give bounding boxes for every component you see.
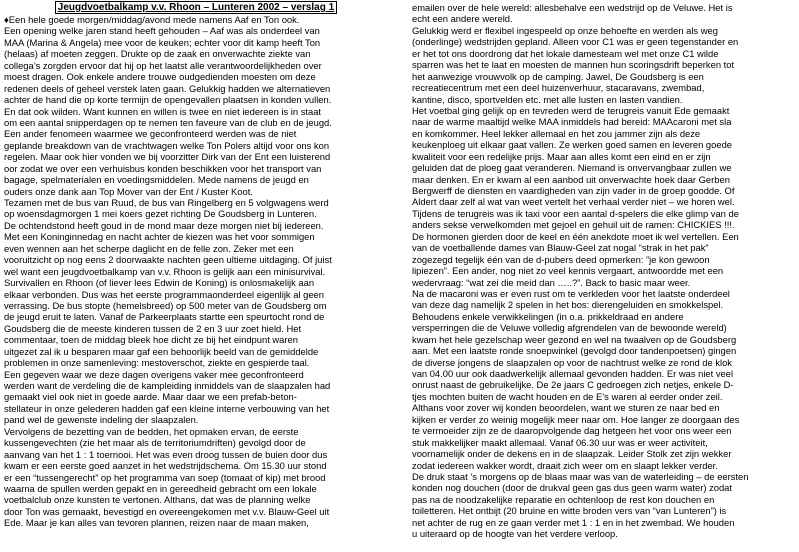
text-line: (helaas) af moeten zeggen. Drukte op de zaak en onverwachte ziekte van [4,48,311,60]
text-line: kwam er een eerste goed aanzet in het wedstrijdschema. Om 15.30 uur stond [4,460,327,472]
text-line: voornamelijk onder de dekens en in de slaapzak. Leider Stolk zet zijn wekker [412,448,732,460]
text-line: Survivallen en Rhoon (of liever lees Edwin de Koning) is onlosmakelijk aan [4,277,315,289]
text-line: waarna de spullen werden gepakt en in gereedheid gebracht om een lokale [4,482,317,494]
text-line: tjes mochten buiten de wacht houden en de E’s waren al eerder onder zeil. [412,390,723,402]
text-line: door Ton was gemaakt, bevestigd en overeengekomen met v.v. Blauw-Geel uit [4,505,330,517]
text-line: voetbalclub onze kunsten te vertonen. Althans, dat was de planning welke [4,494,311,506]
text-line: pand wel de gewenste indeling der slaapzalen. [4,414,199,426]
text-line: Vervolgens de bezetting van de bedden, het opmaken ervan, de eerste [4,425,299,437]
text-line: De druk staat ’s morgens op de blaas maar was van de waterleiding – de eersten [412,470,749,482]
text-line: anders sekse verwelkomden met gejoel en gehuil uit de ramen: CHICKIES !!!. [412,219,735,231]
text-line: even wennen aan het scherpe daglicht en de felle zon. Zeker met een [4,242,294,254]
text-line: sparren was het te laat en moesten de mannen hun scoringsdrift beperken tot [412,59,735,71]
text-line: stellateur in onze gelederen hadden gaf een kleine interne verbouwing van het [4,402,330,414]
text-line: kantine, disco, sportvelden etc. met alle lusten en lasten vandien. [412,93,683,105]
text-line: Behoudens enkele verwikkelingen (in o.a. prikkeldraad en andere [412,310,684,322]
text-line: Goudsberg die de meeste kinderen tussen de 2 en 3 uur zoet hield. Het [4,322,302,334]
text-line: van deze dag namelijk 2 spelen in het bos: dierengeluiden en smokkelspel. [412,299,724,311]
text-line: De hormonen gierden door de keel en één anekdote moet ik wel vertellen. Een [412,230,739,242]
text-line: de diverse jongens de slaapzalen op voor de nachtrust welke ze rond de klok [412,356,732,368]
text-line: Met een Koninginnedag en nacht achter de kiezen was het voor sommigen [4,231,315,243]
text-line: (onderlinge) wedstrijden gepland. Alleen voor C1 was er geen tegenstander en [412,36,739,48]
text-line: Een opening welke jaren stand heeft gehouden – Aaf was als onderdeel van [4,25,320,37]
text-line: Aldert daar zelf al wat van weet vertelt het verhaal verder niet – we horen wel. [412,196,735,208]
text-line: recreatiecentrum met een deel huizenverhuur, stacaravans, zwembad, [412,82,705,94]
text-line: van 04.00 uur ook daadwerkelijk allemaal gevonden hadden. Er was niet veel [412,368,734,379]
text-line: konden nog douchen (door de drukval geen gas dus geen warm water) zodat [412,482,732,494]
text-line: Na de macaroni was er even rust om te verkleden voor het laatste onderdeel [412,287,730,299]
text-line: wel want een jeugdvoetbalkamp van v.v. Rhoon is gelijk aan een minisurvival. [4,265,326,277]
text-line: ♦Een hele goede morgen/middag/avond mede namens Aaf en Ton ook. [4,14,300,25]
text-line: verrassing. De bus stopte (hemelsbreed) op 500 meter van de Goudsberg om [4,299,327,311]
text-line: collega’s zorgden ervoor dat hij op het laatst alle verantwoordelijkheden over [4,59,322,71]
text-line: Een ander fenomeen waarmee we geconfronteerd werden was de niet [4,128,297,140]
text-line: commentaar, toen de middag bleek hoe dicht ze bij het eindpunt waren [4,334,298,346]
text-line: geplande breakdown van de vrachtwagen welke Ton Polers altijd voor ons kon [4,139,330,151]
text-line: problemen in onze samenleving: mestoverschot, ziekte en gespierde taal. [4,357,310,369]
text-line: regelen. Maar ook hier vonden we bij voorzitter Dirk van der Ent een luisterend [4,151,331,163]
text-line: Gelukkig werd er flexibel ingespeeld op onze behoefte en werden als weg [412,24,718,36]
text-line: gemaakt viel ook niet in goede aarde. Maar daar we een prefab-beton- [4,391,297,403]
text-line: Een gegeven waar we deze dagen overigens vaker mee geconfronteerd [4,368,304,380]
report-title-text: Jeugdvoetbalkamp v.v. Rhoon – Lunteren 2002 – verslag 1 [55,1,337,14]
text-line: werden want de verdeling die de kampleiding inmiddels van de slaapzalen had [4,380,331,391]
right-column [412,2,796,540]
text-line: moest dragen. Ook enkele andere trouwe oudgedienden moesten om deze [4,71,316,83]
text-line: stuk makkelijker maakt allemaal. Vanaf 06.30 uur was er weer activiteit, [412,436,708,448]
text-line: er het tot ons doordrong dat het lokale damesteam wel met onze C1 wilde [412,47,719,59]
text-line: er een “tussengerecht” op het programma van soep (tomaat of kip) met brood [4,471,326,483]
text-line: en komkommer. Heel lekker allemaal en het zou jammer zijn als deze [412,127,701,139]
text-line: ouders onze dank aan Top Mover van der Ent / Kuster Koot. [4,185,253,197]
text-line: onrust naast de gebruikelijke. De 2e jaars C gedroegen zich netjes, enkele D- [412,379,734,391]
text-line: Tijdens de terugreis was ik taxi voor een aantal d-spelers die elke glimp van de [412,207,739,219]
text-line: u uiteraard op de hoogte van het verdere verloop. [412,528,618,540]
text-line: kwam het hele gezelschap weer gezond en wel na twaalven op de Goudsberg [412,333,737,345]
text-line: lipiezen”. Een ander, nog niet zo veel kennis vergaart, antwoordde met een [412,265,724,277]
text-line: pas na de noodzakelijke reparatie en ochtenloop de rest kon douchen en [412,493,715,505]
text-line: versperringen die de Veluwe volledig afgrendelen van de bewoonde wereld) [412,322,727,334]
text-line: Bergwerff de diensten en vaardigheden van zijn vader in de groep goodde. Of [412,185,735,196]
text-line: het aanwezige vrouwvolk op de camping. Jawel, De Goudsberg is een [412,70,704,82]
text-line: kwaliteit voor een redelijke prijs. Maar aan alles komt een eind en er zijn [412,150,711,162]
text-line: toiletteren. Het ontbijt (20 bruine en witte broden vers van “van Lunteren”) is [412,505,727,517]
text-line: de jeugd eruit te laten. Vanaf de Parkeerplaats startte een speurtocht rond de [4,311,325,323]
text-line: oor zodat we over een verhuisbus konden beschikken voor het transport van [4,162,322,174]
text-line: naar de warme maaltijd welke MAA inmiddels had bereid: MAAcaroni met sla [412,116,732,128]
text-line: van de voetballende dames van Blauw-Geel zat nogal “strak in het pak” [412,242,709,254]
text-line: kussengevechten (zie het maar als de territoriumdriften) gevolgd door de [4,437,306,449]
text-line: Althans voor zover wij konden beoordelen, want we sturen ze naar bed en [412,402,720,414]
text-line: echt een andere wereld. [412,13,513,25]
text-line: kijken er verder zo weinig mogelijk meer naar om. Hoe langer ze doorgaan des [412,413,740,425]
text-line: achter de hand die op korte termijn de opengevallen plaatsen in konden vullen. [4,94,332,106]
text-line: MAA (Marina & Angela) mee voor de keuken; echter voor dit kamp heeft Ton [4,36,321,48]
text-line: emailen over de hele wereld: allesbehalve een wedstrijd op de Veluwe. Het is [412,2,733,13]
text-line: net achter de rug en ze gaan verder met 1 : 1 en in het zwembad. We houden [412,516,735,528]
text-line: Tezamen met de bus van Ruud, de bus van Ringelberg en 5 volgwagens werd [4,197,329,208]
text-line: maar denken. En er kwam al een aanbod uit onverwachte hoek daar Gerben [412,173,730,185]
text-line: bagage, spelmaterialen en voedingsmiddelen. Mede namens de jeugd en [4,174,309,186]
text-line: aanvang van het 1 : 1 toernooi. Het was even droog tussen de buien door dus [4,448,328,460]
text-line: op woensdagmorgen 1 mei koers gezet richting De Goudsberg in Lunteren. [4,208,317,220]
text-line: Het voetbal ging gelijk op en tevreden werd de terugreis vanuit Ede gemaakt [412,104,730,116]
text-line: redenen deels of geheel verstek laten gaan. Gelukkig hadden we alternatieven [4,82,331,94]
text-line: om een aantal snipperdagen op te nemen ten faveure van de club en de jeugd. [4,116,332,128]
text-line: te vermoeider zijn ze de daaropvolgende dag hetgeen het voor ons weer een [412,425,732,437]
report-title [4,2,388,14]
text-line: zogezegd tegelijk één van de d-pubers deed opmerken: ”je kon gewoon [412,253,710,265]
text-line: geluiden dat de ploeg gaat veranderen. Niemand is onvervangbaar zullen we [412,162,732,174]
text-line: aan. Met een laatste ronde snoepwinkel (gevolgd door tandenpoetsen) gingen [412,345,737,357]
text-line: uitgezet zal ik u besparen maar gaf een behoorlijk beeld van de gemiddelde [4,345,319,357]
text-line: elkaar verbonden. Dus was het eerste programmaonderdeel eigenlijk al geen [4,288,324,300]
text-line: De ochtendstond heeft goud in de mond maar deze morgen niet bij iedereen. [4,219,324,231]
text-line: keukenploeg uit elkaar gaat vallen. Ze werken goed samen en leveren goede [412,139,733,151]
text-line: wedervraag: “wat zei die meid dan …..?”. Back to basic maar weer. [412,276,691,288]
text-line: En dat ook wilden. Want kunnen en willen is twee en niet iedereen is in staat [4,105,322,117]
text-line: Ede. Maar je kan alles van tevoren plannen, reizen naar de maan maken, [4,517,309,529]
text-line: zodat iedereen wakker wordt, draait zich weer om en slaapt lekker verder. [412,459,718,471]
left-column [4,2,388,529]
text-line: vooruitzicht op nog eens 2 doorwaakte nachten geen ultieme uitdaging. Of juist [4,254,332,266]
